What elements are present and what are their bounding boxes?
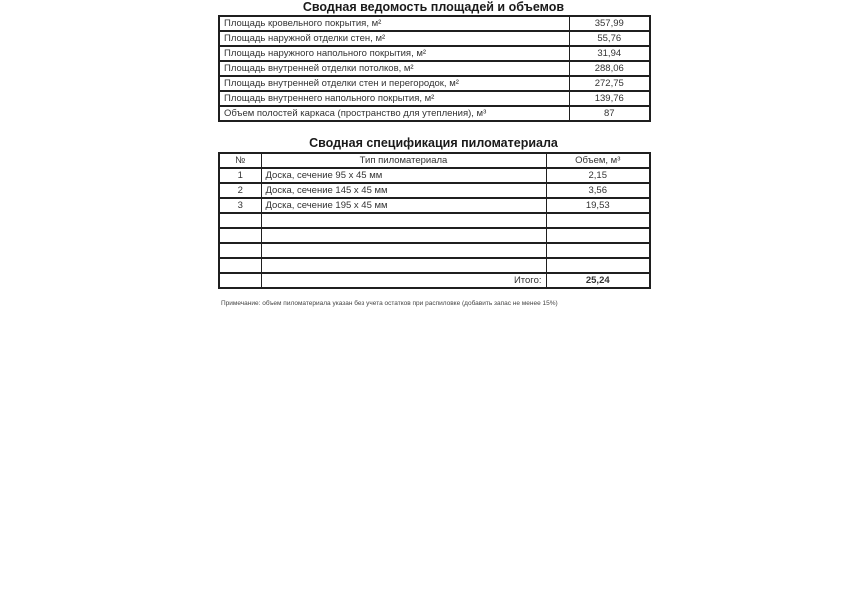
row-volume: 19,53: [546, 198, 650, 213]
column-header-volume: Объем, м³: [546, 153, 650, 168]
row-num: 1: [219, 168, 261, 183]
table-row: [219, 61, 650, 76]
row-value: 272,75: [569, 76, 650, 91]
header-row: [219, 153, 650, 168]
row-label: Объем полостей каркаса (пространство для утепления), м³: [219, 106, 569, 121]
column-header-type: Тип пиломатериала: [261, 153, 546, 168]
table-row: [219, 168, 650, 183]
total-row: [219, 273, 650, 288]
table-row: [219, 183, 650, 198]
spec-table-title: Сводная спецификация пиломатериала: [309, 136, 558, 150]
row-label: Площадь наружной отделки стен, м²: [219, 31, 569, 46]
row-volume: 2,15: [546, 168, 650, 183]
summary-table-title: Сводная ведомость площадей и объемов: [302, 0, 565, 14]
row-type: Доска, сечение 195 x 45 мм: [261, 198, 546, 213]
row-label: Площадь внутренней отделки потолков, м²: [219, 61, 569, 76]
row-value: 288,06: [569, 61, 650, 76]
empty-row: [219, 213, 650, 228]
total-value: 25,24: [546, 273, 650, 288]
row-type: Доска, сечение 95 x 45 мм: [261, 168, 546, 183]
row-num: 3: [219, 198, 261, 213]
document: [218, 1, 649, 308]
row-label: Площадь внутренней отделки стен и перегородок, м²: [219, 76, 569, 91]
row-value: 55,76: [569, 31, 650, 46]
table-row: [219, 106, 650, 121]
row-value: 87: [569, 106, 650, 121]
empty-row: [219, 243, 650, 258]
row-label: Площадь внутреннего напольного покрытия, м²: [219, 91, 569, 106]
row-value: 357,99: [569, 16, 650, 31]
note: Примечание: объем пиломатериала указан без учета остатков при распиловке (добавить запас не менее 15%): [221, 300, 558, 307]
empty-row: [219, 228, 650, 243]
table-row: [219, 46, 650, 61]
table-row: [219, 31, 650, 46]
table-row: [219, 76, 650, 91]
empty-row: [219, 258, 650, 273]
row-value: 31,94: [569, 46, 650, 61]
row-volume: 3,56: [546, 183, 650, 198]
table-row: [219, 16, 650, 31]
row-label: Площадь наружного напольного покрытия, м²: [219, 46, 569, 61]
column-header-num: №: [219, 153, 261, 168]
summary-table: [218, 15, 651, 122]
row-label: Площадь кровельного покрытия, м²: [219, 16, 569, 31]
row-num: 2: [219, 183, 261, 198]
total-label: Итого:: [261, 273, 546, 288]
row-type: Доска, сечение 145 x 45 мм: [261, 183, 546, 198]
row-value: 139,76: [569, 91, 650, 106]
spec-table: [218, 152, 651, 289]
table-row: [219, 198, 650, 213]
table-row: [219, 91, 650, 106]
